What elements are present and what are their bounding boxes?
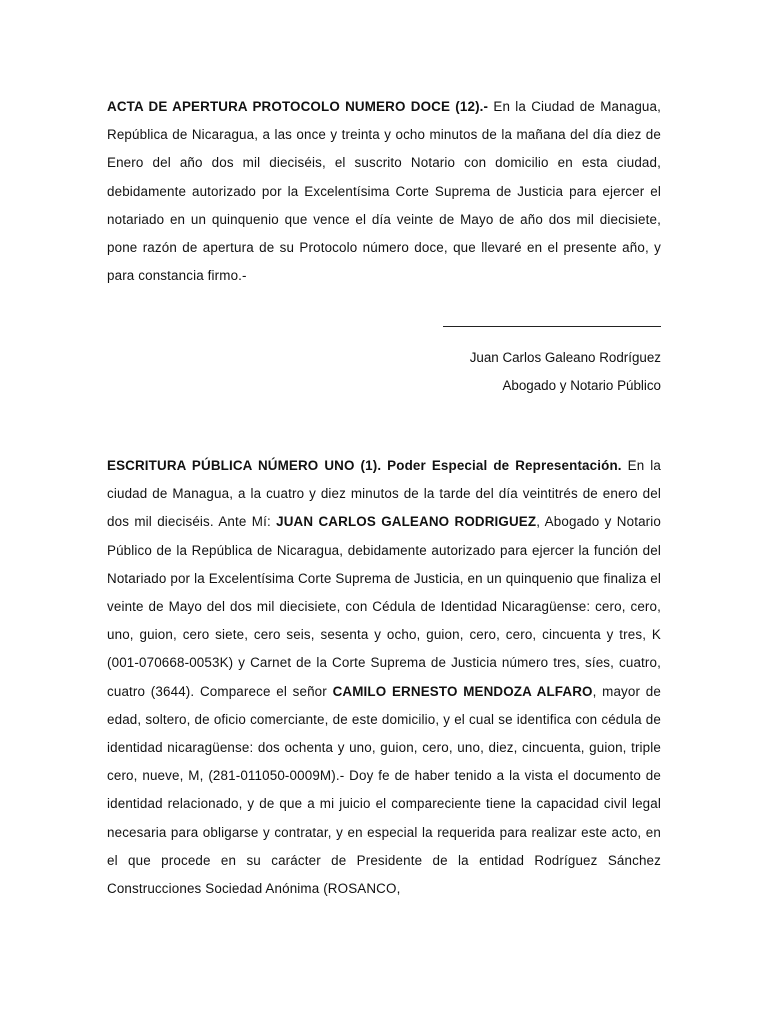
document-page [107, 93, 661, 903]
signature-rule [443, 314, 661, 327]
signature-line [107, 314, 661, 343]
escritura-heading: ESCRITURA PÚBLICA NÚMERO UNO (1). Poder Especial de Representación. [107, 458, 622, 474]
acta-body: En la Ciudad de Managua, República de Nicaragua, a las once y treinta y ocho minutos de la mañana del día diez de Enero del año dos mil dieciséis, el suscrito Notario con domicilio en esta ciudad, debidamente autorizado por la Excelentísima Corte Suprema de Justicia para ejercer el notariado en un quinquenio que vence el día veinte de Mayo de año dos mil diecisiete, pone razón de apertura de su Protocolo número doce, que llevaré en el presente año, y para constancia firmo.- [107, 99, 661, 284]
acta-apertura-paragraph [107, 93, 661, 290]
escritura-text-1: En la ciudad de Managua, a la cuatro y diez minutos de la tarde del día veintitrés de enero del dos mil dieciséis. Ante Mí: [107, 458, 661, 530]
client-name: CAMILO ERNESTO MENDOZA ALFARO [332, 683, 593, 699]
escritura-text-2: , Abogado y Notario Público de la República de Nicaragua, debidamente autorizado para ejercer la función del Notariado por la Excelentísima Corte Suprema de Justicia, en un quinquenio que finaliza el veinte de Mayo del dos mil diecisiete, con Cédula de Identidad Nicaragüense: cero, cero, uno, guion, cero siete, cero seis, sesenta y ocho, guion, cero, cero, cincuenta y tres, K (001-070668-0053K) y Carnet de la Corte Suprema de Justicia número tres, síes, cuatro, cuatro (3644). Comparece el señor [107, 514, 661, 699]
escritura-paragraph [107, 452, 661, 903]
notary-name: JUAN CARLOS GALEANO RODRIGUEZ [276, 514, 537, 530]
escritura-text-3: , mayor de edad, soltero, de oficio comerciante, de este domicilio, y el cual se identifica con cédula de identidad nicaragüense: dos ochenta y uno, guion, cero, uno, diez, cincuenta, guion, triple cero, nueve, M, (281-011050-0009M).- Doy fe de haber tenido a la vista el documento de identidad relacionado, y de que a mi juicio el compareciente tiene la capacidad civil legal necesaria para obligarse y contratar, y en especial la requerida para realizar este acto, en el que procede en su carácter de Presidente de la entidad Rodríguez Sánchez Construcciones Sociedad Anónima (ROSANCO, [107, 683, 661, 897]
acta-heading: ACTA DE APERTURA PROTOCOLO NUMERO DOCE (12).- [107, 99, 489, 114]
signer-title: Abogado y Notario Público [502, 377, 661, 393]
signer-name: Juan Carlos Galeano Rodríguez [469, 349, 661, 365]
signature-block [107, 314, 661, 400]
